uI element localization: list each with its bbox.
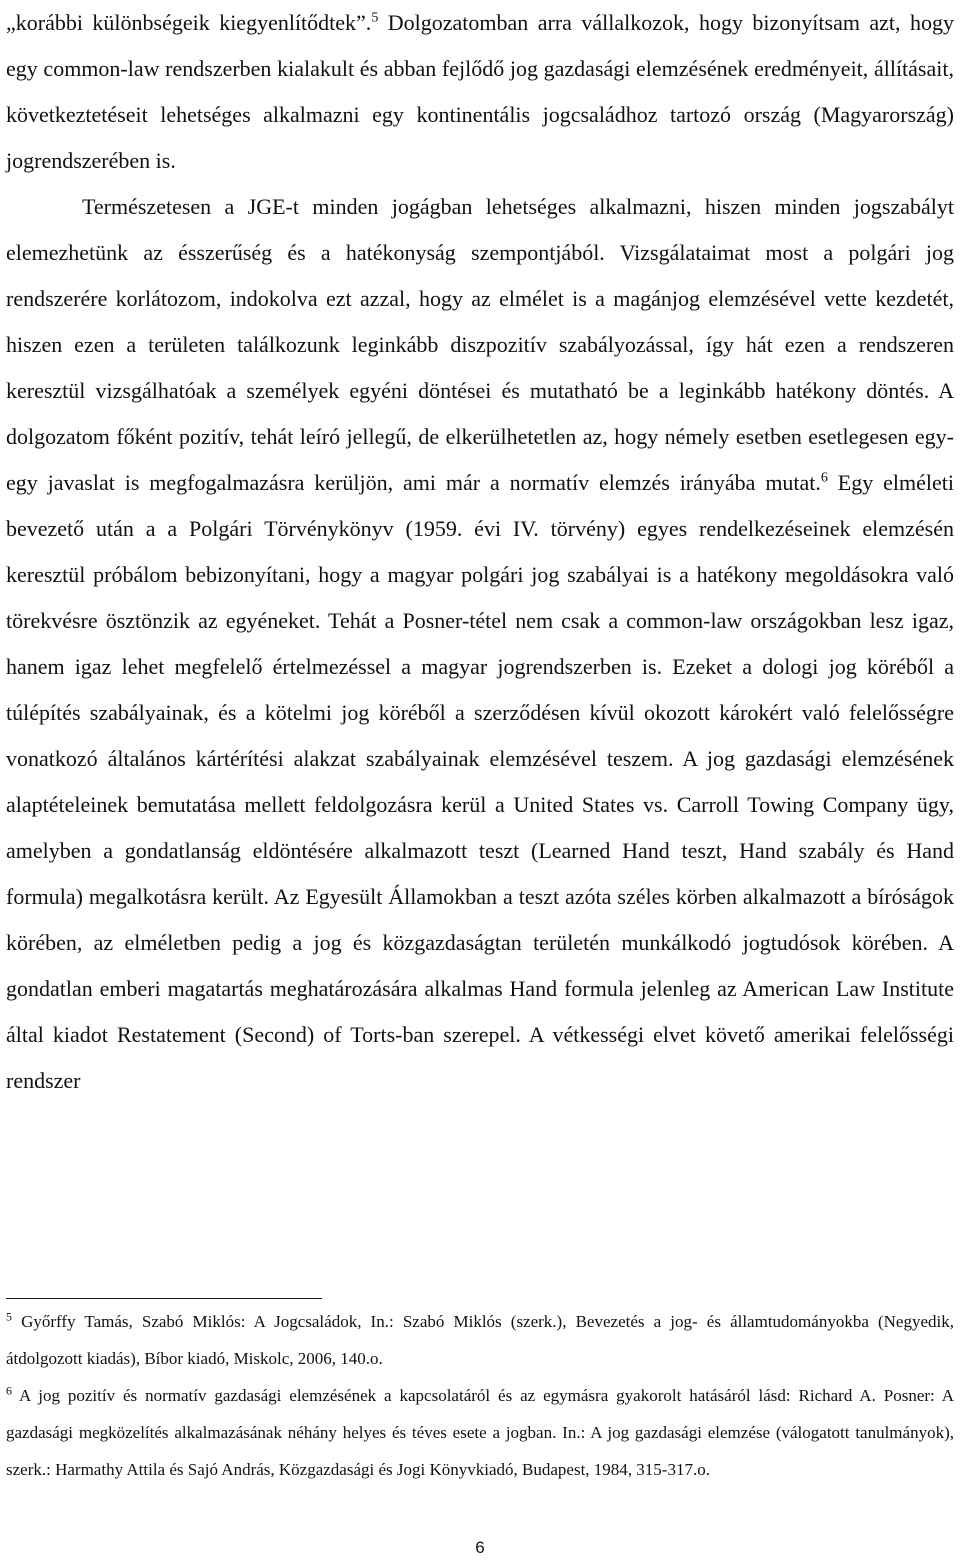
footnote-number: 5 — [6, 1309, 12, 1324]
paragraph-2-text-b: Egy elméleti bevezető után a a Polgári Törvénykönyv (1959. évi IV. törvény) egyes rendelkezéseinek elemzésén keresztül próbálom bebizonyítani, hogy a magyar polgári jog szabályai is a hatékony megoldásokra való törekvésre ösztönzik az egyéneket. Tehát a Posner-tétel nem csak a common-law országokban lesz igaz, hanem igaz lehet megfelelő értelmezéssel a magyar jogrendszerben is. Ezeket a dologi jog köréből a túlépítés szabályainak, és a kötelmi jog köréből a szerződésen kívül okozott károkért való felelősségre vonatkozó általános kártérítési alakzat szabályainak elemzésével teszem. A jog gazdasági elemzésének alaptételeinek bemutatása mellett feldolgozásra kerül a United States vs. Carroll Towing Company ügy, amelyben a gondatlanság eldöntésére alkalmazott teszt (Learned Hand teszt, Hand szabály és Hand formula) megalkotásra került. Az Egyesült Államokban a teszt azóta széles körben alkalmazott a bíróságok körében, az elméletben pedig a jog és közgazdaságtan területén munkálkodó jogtudósok körében. A gondatlan emberi magatartás meghatározására alkalmas Hand formula jelenleg az American Law Institute által kiadot Restatement (Second) of Torts-ban szerepel. A vétkességi elvet követő amerikai felelősségi rendszer — [6, 470, 954, 1093]
footnote-number: 6 — [6, 1383, 12, 1398]
document-page — [6, 0, 954, 1104]
paragraph-2-text-a: Természetesen a JGE-t minden jogágban lehetséges alkalmazni, hiszen minden jogszabályt elemezhetünk az ésszerűség és a hatékonyság szempontjából. Vizsgálataimat most a polgári jog rendszerére korlátozom, indokolva ezt azzal, hogy az elmélet is a magánjog elemzésével vette kezdetét, hiszen ezen a területen találkozunk leginkább diszpozitív szabályozással, így hát ezen a rendszeren keresztül vizsgálhatóak a személyek egyéni döntései és mutatható be a leginkább hatékony döntés. A dolgozatom főként pozitív, tehát leíró jellegű, de elkerülhetetlen az, hogy némely esetben esetlegesen egy-egy javaslat is megfogalmazásra kerüljön, ami már a normatív elemzés irányába mutat. — [6, 194, 954, 495]
footnote-6 — [6, 1377, 954, 1488]
paragraph-1-text-b: Dolgozatomban arra vállalkozok, hogy bizonyítsam azt, hogy egy common-law rendszerben kialakult és abban fejlődő jog gazdasági elemzésének eredményeit, állításait, következtetéseit lehetséges alkalmazni egy kontinentális jogcsaládhoz tartozó ország (Magyarország) jogrendszerében is. — [6, 10, 954, 173]
footnote-ref-6[interactable]: 6 — [820, 470, 828, 486]
paragraph-1 — [6, 0, 954, 184]
footnote-ref-5[interactable]: 5 — [371, 10, 379, 26]
footnote-text: A jog pozitív és normatív gazdasági elemzésének a kapcsolatáról és az egymásra gyakorolt hatásáról lásd: Richard A. Posner: A gazdasági megközelítés alkalmazásának néhány helyes és téves esete a jogban. In.: A jog gazdasági elemzése (válogatott tanulmányok), szerk.: Harmathy Attila és Sajó András, Közgazdasági és Jogi Könyvkiadó, Budapest, 1984, 315-317.o. — [6, 1386, 954, 1479]
footnote-text: Győrffy Tamás, Szabó Miklós: A Jogcsaládok, In.: Szabó Miklós (szerk.), Bevezetés a jog- és államtudományokba (Negyedik, átdolgozott kiadás), Bíbor kiadó, Miskolc, 2006, 140.o. — [6, 1312, 954, 1368]
page-number: 6 — [475, 1538, 485, 1557]
paragraph-1-text-a: „korábbi különbségeik kiegyenlítődtek”. — [6, 10, 372, 35]
footnote-5 — [6, 1303, 954, 1377]
body-text — [6, 0, 954, 1104]
footnote-separator — [6, 1298, 322, 1299]
paragraph-2 — [6, 184, 954, 1104]
footnotes — [6, 1303, 954, 1488]
